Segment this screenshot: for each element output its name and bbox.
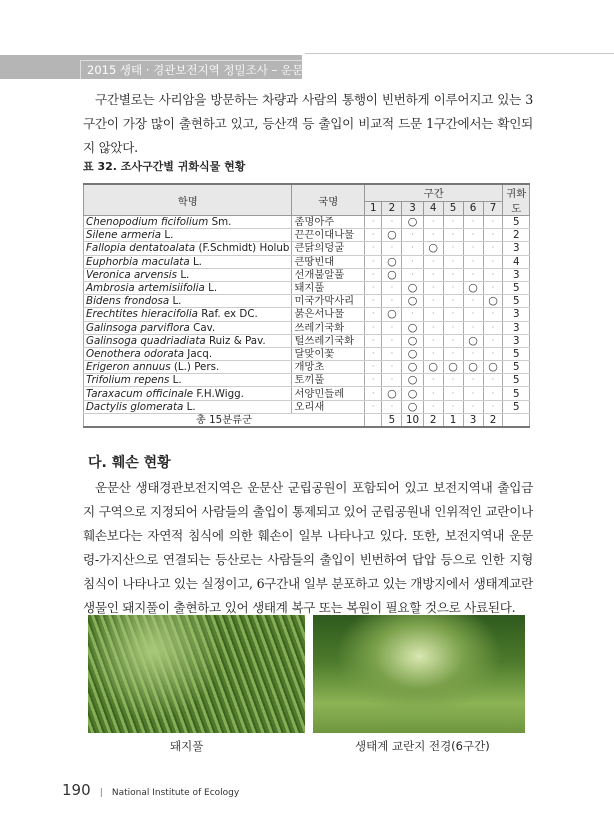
- section-mark: ·: [364, 216, 382, 229]
- section-col-7: 7: [483, 201, 503, 215]
- section-mark: ·: [364, 347, 382, 360]
- total-row: [84, 413, 530, 427]
- section-mark: ·: [463, 229, 483, 242]
- section-mark: ·: [382, 321, 402, 334]
- total-empty: [503, 413, 530, 427]
- author: L.: [180, 268, 190, 281]
- section-mark: ·: [443, 229, 463, 242]
- section-mark: ·: [423, 374, 443, 387]
- author: L.: [164, 229, 174, 242]
- scientific-name: [84, 242, 292, 255]
- genus-species: Euphorbia maculata: [86, 255, 190, 268]
- table-row: [84, 321, 530, 334]
- section-mark: ·: [483, 268, 503, 281]
- section-mark: ○: [423, 361, 443, 374]
- naturalization-degree: 5: [503, 387, 530, 400]
- section-mark: ·: [483, 374, 503, 387]
- scientific-name: [84, 361, 292, 374]
- table-row: [84, 334, 530, 347]
- section-mark: ○: [402, 216, 423, 229]
- author: Jacq.: [187, 347, 213, 360]
- section-mark: ·: [364, 255, 382, 268]
- scientific-name: [84, 268, 292, 281]
- naturalization-degree: 3: [503, 268, 530, 281]
- footer-org: National Institute of Ecology: [111, 788, 240, 798]
- naturalization-degree: 3: [503, 334, 530, 347]
- section-col-5: 5: [443, 201, 463, 215]
- korean-name: 선개불알풀: [292, 268, 365, 281]
- naturalization-degree: 5: [503, 347, 530, 360]
- genus-species: Erechtites hieracifolia: [86, 308, 198, 321]
- section-body: 운문산 생태경관보전지역은 운문산 군립공원이 포함되어 있고 보전지역내 출입금지 구역으로 지정되어 사람들의 출입이 통제되고 있어 군립공원내 인위적인 교란이나 훼손보다는 자연적 침식에 의한 훼손이 일부 나타나고 있다. 또한, 보전지역내 운문령-가지산으로 연결되는 등산로는 사람들의 출입이 빈번하여 답압 등으로 인한 지형침식이 나타나고 있는 실정이고, 6구간내 일부 분포하고 있는 개방지에서 생태계교란생물인 돼지풀이 출현하고 있어 생태계 복구 또는 복원이 필요할 것으로 사료된다.: [83, 480, 533, 615]
- section-mark: ·: [463, 321, 483, 334]
- section-mark: ·: [364, 229, 382, 242]
- section-mark: ·: [443, 400, 463, 413]
- section-mark: ·: [483, 281, 503, 294]
- naturalization-degree: 5: [503, 295, 530, 308]
- korean-name: 오리새: [292, 400, 365, 413]
- korean-name: 달맞이꽃: [292, 347, 365, 360]
- genus-species: Erigeron annuus: [86, 361, 171, 374]
- author: L.: [172, 295, 182, 308]
- section-mark: ·: [443, 268, 463, 281]
- table-caption: 표 32. 조사구간별 귀화식물 현황: [83, 160, 246, 173]
- section-mark: ·: [483, 229, 503, 242]
- genus-species: Galinsoga quadriadiata: [86, 334, 206, 347]
- scientific-name: [84, 281, 292, 294]
- scientific-name: [84, 347, 292, 360]
- section-mark: ·: [443, 281, 463, 294]
- section-mark: ·: [402, 229, 423, 242]
- section-col-1: 1: [364, 201, 382, 215]
- section-mark: ·: [443, 216, 463, 229]
- section-mark: ·: [423, 347, 443, 360]
- section-mark: ·: [382, 374, 402, 387]
- author: (F.Schmidt) Holub: [198, 242, 290, 255]
- section-mark: ·: [364, 268, 382, 281]
- section-mark: ·: [364, 242, 382, 255]
- section-mark: ·: [402, 242, 423, 255]
- section-mark: ·: [483, 347, 503, 360]
- table-row: [84, 295, 530, 308]
- section-mark: ·: [483, 400, 503, 413]
- section-mark: ·: [483, 255, 503, 268]
- naturalization-degree: 5: [503, 281, 530, 294]
- genus-species: Trifolium repens: [86, 374, 170, 387]
- col-section: 구간: [364, 184, 502, 201]
- section-mark: ·: [483, 334, 503, 347]
- section-col-4: 4: [423, 201, 443, 215]
- table-row: [84, 374, 530, 387]
- section-mark: ·: [423, 255, 443, 268]
- col-naturalization: 귀화도: [503, 184, 530, 216]
- table-row: [84, 400, 530, 413]
- section-mark: ·: [463, 295, 483, 308]
- section-mark: ·: [443, 295, 463, 308]
- section-mark: ·: [463, 387, 483, 400]
- table-row: [84, 255, 530, 268]
- naturalization-degree: 5: [503, 374, 530, 387]
- photo-caption: 돼지풀: [170, 739, 204, 753]
- table-row: [84, 281, 530, 294]
- section-mark: ○: [382, 229, 402, 242]
- section-mark: ·: [463, 400, 483, 413]
- naturalization-degree: 3: [503, 321, 530, 334]
- author: Ruiz & Pav.: [208, 334, 266, 347]
- korean-name: 끈끈이대나물: [292, 229, 365, 242]
- section-mark: ·: [364, 361, 382, 374]
- section-mark: ·: [483, 242, 503, 255]
- section-mark: ·: [483, 387, 503, 400]
- section-mark: ·: [443, 387, 463, 400]
- table-row: [84, 216, 530, 229]
- section-mark: ·: [364, 295, 382, 308]
- section-mark: ○: [402, 374, 423, 387]
- total-count: [364, 413, 382, 427]
- section-mark: ·: [463, 374, 483, 387]
- genus-species: Bidens frondosa: [86, 295, 170, 308]
- page-number: 190: [62, 781, 91, 799]
- section-mark: ·: [463, 308, 483, 321]
- section-mark: ○: [463, 361, 483, 374]
- genus-species: Chenopodium ficifolium: [86, 216, 209, 229]
- table-row: [84, 347, 530, 360]
- author: Raf. ex DC.: [201, 308, 258, 321]
- author: L.: [186, 400, 196, 413]
- table-row: [84, 308, 530, 321]
- korean-name: 서양민들레: [292, 387, 365, 400]
- author: L.: [192, 255, 202, 268]
- section-mark: ·: [402, 308, 423, 321]
- section-mark: ·: [483, 216, 503, 229]
- scientific-name: [84, 295, 292, 308]
- section-mark: ·: [382, 295, 402, 308]
- section-mark: ·: [402, 255, 423, 268]
- section-mark: ·: [423, 321, 443, 334]
- section-mark: ·: [382, 281, 402, 294]
- section-mark: ·: [364, 334, 382, 347]
- naturalized-plants-table: [83, 183, 530, 428]
- section-mark: ·: [443, 242, 463, 255]
- naturalization-degree: 4: [503, 255, 530, 268]
- total-count: 1: [443, 413, 463, 427]
- korean-name: 토끼풀: [292, 374, 365, 387]
- section-mark: ·: [382, 347, 402, 360]
- section-mark: ·: [364, 321, 382, 334]
- page-footer: [62, 780, 239, 799]
- korean-name: 미국가막사리: [292, 295, 365, 308]
- genus-species: Oenothera odorata: [86, 347, 185, 360]
- section-mark: ·: [463, 242, 483, 255]
- running-title: 2015 생태 · 경관보전지역 정밀조사 – 운문산: [80, 60, 302, 79]
- section-mark: ·: [423, 229, 443, 242]
- section-mark: ·: [364, 281, 382, 294]
- section-mark: ·: [423, 400, 443, 413]
- section-mark: ○: [443, 361, 463, 374]
- scientific-name: [84, 387, 292, 400]
- total-label: 총 15분류군: [84, 413, 365, 427]
- korean-name: 붉은서나물: [292, 308, 365, 321]
- korean-name: 큰땅빈대: [292, 255, 365, 268]
- section-mark: ○: [402, 387, 423, 400]
- author: (L.) Pers.: [173, 361, 220, 374]
- naturalization-degree: 5: [503, 361, 530, 374]
- section-mark: ○: [483, 295, 503, 308]
- section-mark: ·: [423, 295, 443, 308]
- section-mark: ·: [423, 308, 443, 321]
- photo-ragweed: [88, 615, 305, 733]
- total-count: 5: [382, 413, 402, 427]
- korean-name: 좀명아주: [292, 216, 365, 229]
- footer-separator: |: [99, 788, 103, 798]
- section-mark: ·: [443, 334, 463, 347]
- section-mark: ·: [423, 268, 443, 281]
- genus-species: Silene armeria: [86, 229, 162, 242]
- section-mark: ○: [402, 295, 423, 308]
- intro-paragraph: 구간별로는 사리암을 방문하는 차량과 사람의 통행이 빈번하게 이루어지고 있는 3구간이 가장 많이 출현하고 있고, 등산객 등 출입이 비교적 드문 1구간에서는 확인되지 않았다.: [83, 92, 533, 155]
- scientific-name: [84, 229, 292, 242]
- total-count: 2: [423, 413, 443, 427]
- section-mark: ○: [382, 268, 402, 281]
- total-count: 2: [483, 413, 503, 427]
- naturalization-degree: 5: [503, 400, 530, 413]
- section-mark: ○: [402, 400, 423, 413]
- section-mark: ·: [483, 321, 503, 334]
- section-mark: ○: [483, 361, 503, 374]
- author: L.: [172, 374, 182, 387]
- section-mark: ·: [463, 216, 483, 229]
- section-mark: ·: [443, 255, 463, 268]
- section-mark: ·: [382, 361, 402, 374]
- section-mark: ·: [382, 334, 402, 347]
- genus-species: Galinsoga parviflora: [86, 321, 190, 334]
- section-mark: ○: [402, 334, 423, 347]
- section-mark: ○: [463, 281, 483, 294]
- scientific-name: [84, 216, 292, 229]
- photo-caption: 생태계 교란지 전경(6구간): [355, 739, 490, 753]
- total-count: 10: [402, 413, 423, 427]
- section-mark: ·: [423, 334, 443, 347]
- scientific-name: [84, 334, 292, 347]
- scientific-name: [84, 321, 292, 334]
- table-row: [84, 361, 530, 374]
- section-mark: ·: [423, 387, 443, 400]
- naturalization-degree: 5: [503, 216, 530, 229]
- section-mark: ·: [382, 400, 402, 413]
- naturalization-degree: 3: [503, 242, 530, 255]
- scientific-name: [84, 400, 292, 413]
- genus-species: Veronica arvensis: [86, 268, 178, 281]
- section-mark: ·: [463, 347, 483, 360]
- section-mark: ·: [364, 400, 382, 413]
- section-mark: ·: [364, 308, 382, 321]
- section-mark: ·: [423, 281, 443, 294]
- section-mark: ○: [423, 242, 443, 255]
- section-mark: ○: [402, 347, 423, 360]
- scientific-name: [84, 374, 292, 387]
- section-mark: ○: [463, 334, 483, 347]
- author: Sm.: [211, 216, 232, 229]
- genus-species: Fallopia dentatoalata: [86, 242, 196, 255]
- author: F.H.Wigg.: [196, 387, 244, 400]
- korean-name: 큰닭의덩굴: [292, 242, 365, 255]
- table-row: [84, 268, 530, 281]
- korean-name: 쓰레기국화: [292, 321, 365, 334]
- section-mark: ·: [382, 216, 402, 229]
- section-mark: ·: [463, 268, 483, 281]
- section-heading: 다. 훼손 현황: [88, 455, 171, 471]
- section-mark: ·: [443, 321, 463, 334]
- section-mark: ○: [382, 255, 402, 268]
- section-mark: ○: [382, 387, 402, 400]
- genus-species: Dactylis glomerata: [86, 400, 184, 413]
- korean-name: 털쓰레기국화: [292, 334, 365, 347]
- section-mark: ·: [423, 216, 443, 229]
- section-mark: ·: [364, 387, 382, 400]
- genus-species: Taraxacum officinale: [86, 387, 194, 400]
- naturalization-degree: 2: [503, 229, 530, 242]
- table-row: [84, 387, 530, 400]
- section-mark: ·: [483, 308, 503, 321]
- section-col-2: 2: [382, 201, 402, 215]
- section-mark: ○: [402, 361, 423, 374]
- naturalization-degree: 3: [503, 308, 530, 321]
- section-mark: ·: [364, 374, 382, 387]
- section-mark: ·: [443, 347, 463, 360]
- author: Cav.: [193, 321, 216, 334]
- section-mark: ·: [463, 255, 483, 268]
- korean-name: 돼지풀: [292, 281, 365, 294]
- table-row: [84, 229, 530, 242]
- section-col-3: 3: [402, 201, 423, 215]
- table-row: [84, 242, 530, 255]
- section-mark: ○: [402, 321, 423, 334]
- section-mark: ○: [402, 281, 423, 294]
- section-mark: ○: [382, 308, 402, 321]
- scientific-name: [84, 255, 292, 268]
- section-col-6: 6: [463, 201, 483, 215]
- genus-species: Ambrosia artemisiifolia: [86, 282, 205, 295]
- header-rule: [305, 53, 614, 54]
- section-mark: ·: [402, 268, 423, 281]
- photo-disturbed-site: [313, 615, 525, 733]
- col-korean-name: 국명: [292, 184, 365, 216]
- section-mark: ·: [382, 242, 402, 255]
- scientific-name: [84, 308, 292, 321]
- korean-name: 개망초: [292, 361, 365, 374]
- total-count: 3: [463, 413, 483, 427]
- section-mark: ·: [443, 308, 463, 321]
- author: L.: [208, 282, 218, 295]
- col-scientific-name: 학명: [84, 184, 292, 216]
- section-mark: ·: [443, 374, 463, 387]
